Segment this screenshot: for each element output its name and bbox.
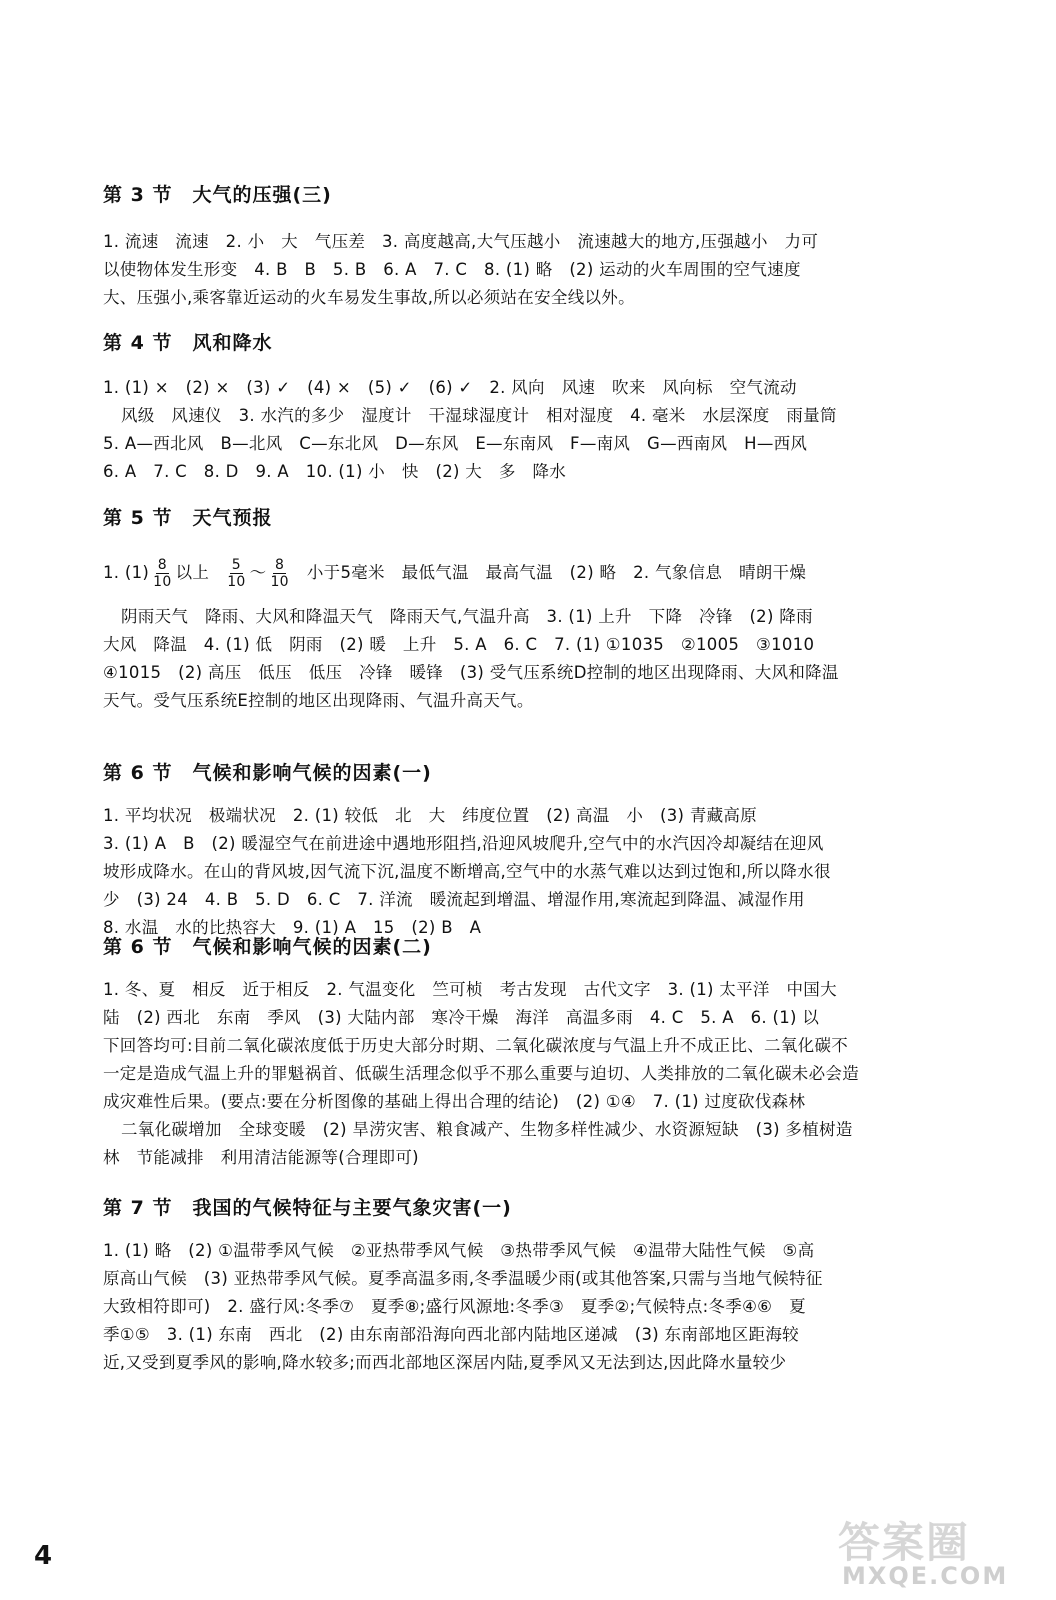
answer-line: 天气。受气压系统E控制的地区出现降雨、气温升高天气。 (103, 691, 534, 710)
section-6-part1-body (103, 806, 973, 946)
section-3-body (103, 232, 973, 316)
section-7 (103, 1193, 973, 1223)
section-6-part1 (103, 758, 973, 788)
page-number: 4 (34, 1541, 53, 1571)
answer-line: 8. 水温 水的比热容大 9. (1) A 15 (2) B A (103, 918, 482, 937)
section-title: 第 3 节 大气的压强(三) (103, 184, 332, 206)
denominator: 10 (153, 573, 172, 590)
answer-line: 3. (1) A B (2) 暖湿空气在前进途中遇地形阻挡,沿迎风坡爬升,空气中的水汽因冷却凝结在迎风 (103, 834, 824, 853)
answer-line: 大风 降温 4. (1) 低 阴雨 (2) 暖 上升 5. A 6. C 7. (1) ①1035 ②1005 ③1010 (103, 635, 815, 654)
denominator: 10 (227, 573, 246, 590)
answer-line: 大、压强小,乘客靠近运动的火车易发生事故,所以必须站在安全线以外。 (103, 288, 635, 307)
section-3 (103, 180, 973, 210)
answer-line: 下回答均可:目前二氧化碳浓度低于历史大部分时期、二氧化碳浓度与气温上升不成正比、二氧化碳不 (103, 1036, 849, 1055)
section-title: 第 4 节 风和降水 (103, 332, 273, 354)
answer-line: 1. 平均状况 极端状况 2. (1) 较低 北 大 纬度位置 (2) 高温 小 (3) 青藏高原 (103, 806, 758, 825)
answer-line: ④1015 (2) 高压 低压 低压 冷锋 暖锋 (3) 受气压系统D控制的地区出现降雨、大风和降温 (103, 663, 839, 682)
numerator: 8 (275, 556, 285, 573)
answer-line-fractions (103, 547, 973, 599)
answer-line: 原高山气候 (3) 亚热带季风气候。夏季高温多雨,冬季温暖少雨(或其他答案,只需与当地气候特征 (103, 1269, 823, 1288)
answer-line: 一定是造成气温上升的罪魁祸首、低碳生活理念似乎不那么重要与迫切、人类排放的二氧化碳未必会造 (103, 1064, 859, 1083)
section-title: 第 6 节 气候和影响气候的因素(一) (103, 762, 432, 784)
answer-line: 林 节能减排 利用清洁能源等(合理即可) (103, 1148, 419, 1167)
answer-line: 5. A—西北风 B—北风 C—东北风 D—东风 E—东南风 F—南风 G—西南风 H—西风 (103, 434, 808, 453)
answer-line: 大致相符即可) 2. 盛行风:冬季⑦ 夏季⑧;盛行风源地:冬季③ 夏季②;气候特点:冬季④⑥ 夏 (103, 1297, 806, 1316)
answer-line: 1. 冬、夏 相反 近于相反 2. 气温变化 竺可桢 考古发现 古代文字 3. (1) 太平洋 中国大 (103, 980, 837, 999)
answer-line: 陆 (2) 西北 东南 季风 (3) 大陆内部 寒冷干燥 海洋 高温多雨 4. C 5. A 6. (1) 以 (103, 1008, 820, 1027)
section-title: 第 7 节 我国的气候特征与主要气象灾害(一) (103, 1197, 512, 1219)
fraction (153, 557, 171, 590)
section-title: 第 5 节 天气预报 (103, 507, 273, 529)
section-6-part2 (103, 932, 973, 962)
section-5 (103, 503, 973, 533)
answer-text: 小于5毫米 最低气温 最高气温 (2) 略 2. 气象信息 晴朗干燥 (306, 563, 807, 582)
answer-line: 季①⑤ 3. (1) 东南 西北 (2) 由东南部沿海向西北部内陆地区递减 (3) 东南部地区距海较 (103, 1325, 799, 1344)
watermark-domain: MXQE.COM (842, 1562, 1009, 1590)
section-title: 第 6 节 气候和影响气候的因素(二) (103, 936, 432, 958)
answer-line: 风级 风速仪 3. 水汽的多少 湿度计 干湿球湿度计 相对湿度 4. 毫米 水层深度 雨量筒 (121, 406, 837, 425)
fraction (270, 557, 288, 590)
numerator: 8 (157, 556, 167, 573)
answer-line: 1. 流速 流速 2. 小 大 气压差 3. 高度越高,大气压越小 流速越大的地方,压强越小 力可 (103, 232, 819, 251)
answer-line: 1. (1) 略 (2) ①温带季风气候 ②亚热带季风气候 ③热带季风气候 ④温带大陆性气候 ⑤高 (103, 1241, 815, 1260)
fraction (227, 557, 245, 590)
answer-text: 以上 (175, 563, 210, 582)
answer-line: 成灾难性后果。(要点:要在分析图像的基础上得出合理的结论) (2) ①④ 7. (1) 过度砍伐森林 (103, 1092, 806, 1111)
answer-line: 少 (3) 24 4. B 5. D 6. C 7. 洋流 暖流起到增温、增湿作用,寒流起到降温、减湿作用 (103, 890, 805, 909)
answer-line: 二氧化碳增加 全球变暖 (2) 旱涝灾害、粮食减产、生物多样性减少、水资源短缺 (3) 多植树造 (121, 1120, 853, 1139)
numerator: 5 (231, 556, 242, 573)
answer-line: 6. A 7. C 8. D 9. A 10. (1) 小 快 (2) 大 多 降水 (103, 462, 567, 481)
denominator: 10 (270, 573, 289, 590)
section-4 (103, 328, 973, 358)
section-7-body (103, 1241, 973, 1381)
answer-line: 1. (1) × (2) × (3) ✓ (4) × (5) ✓ (6) ✓ 2. 风向 风速 吹来 风向标 空气流动 (103, 378, 797, 397)
answer-line: 以使物体发生形变 4. B B 5. B 6. A 7. C 8. (1) 略 (2) 运动的火车周围的空气速度 (103, 260, 801, 279)
section-6-part2-body (103, 980, 973, 1176)
section-4-body (103, 378, 973, 490)
watermark-logo (838, 1510, 1028, 1590)
answer-text: ～ (249, 563, 267, 582)
watermark-text: 答案圈 (838, 1518, 971, 1567)
answer-line: 阴雨天气 降雨、大风和降温天气 降雨天气,气温升高 3. (1) 上升 下降 冷锋 (2) 降雨 (121, 607, 813, 626)
section-5-body (103, 547, 973, 719)
answer-line: 坡形成降水。在山的背风坡,因气流下沉,温度不断增高,空气中的水蒸气难以达到过饱和,所以降水很 (103, 862, 831, 881)
answer-line: 近,又受到夏季风的影响,降水较多;而西北部地区深居内陆,夏季风又无法到达,因此降水量较少 (103, 1353, 787, 1372)
answer-text: 1. (1) (103, 563, 150, 582)
